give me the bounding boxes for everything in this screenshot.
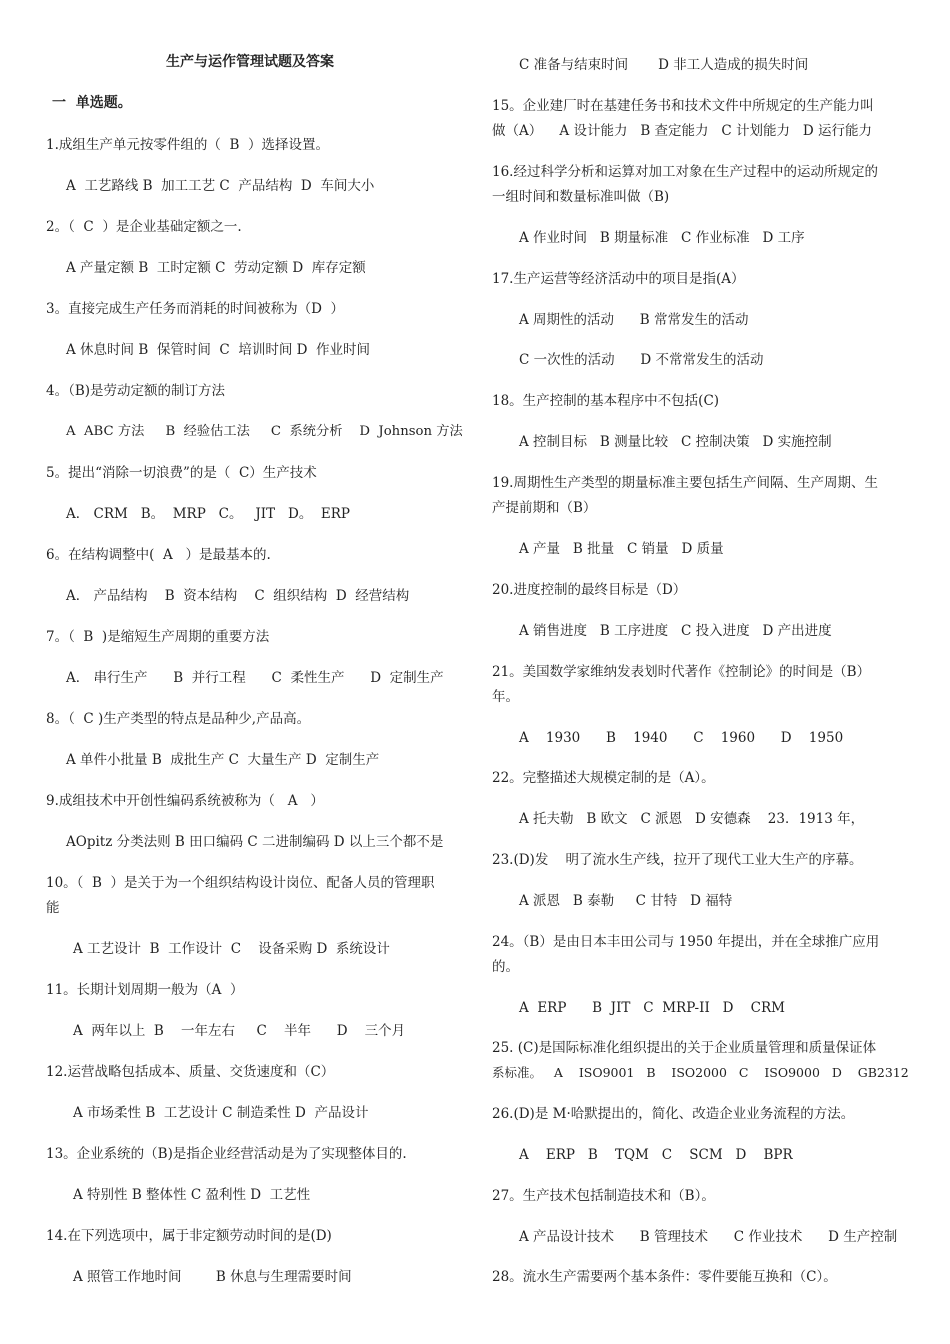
options-6: A． 产品结构 B 资本结构 C 组织结构 D 经营结构 — [66, 588, 410, 604]
question-2: 2。（ C ）是企业基础定额之一. — [46, 219, 242, 235]
question-8: 8。（ C )生产类型的特点是品种少,产品高。 — [46, 711, 311, 727]
options-16: A 作业时间 B 期量标准 C 作业标准 D 工序 — [519, 230, 805, 246]
question-15: 15。企业建厂时在基建任务书和技术文件中所规定的生产能力叫 — [492, 98, 874, 114]
question-19: 19.周期性生产类型的期量标准主要包括生产间隔、生产周期、生 — [492, 475, 878, 491]
question-20: 20.进度控制的最终目标是（D） — [492, 582, 687, 598]
question-16-cont: 一组时间和数量标准叫做（B) — [492, 189, 670, 205]
options-11: A 两年以上 B 一年左右 C 半年 D 三个月 — [73, 1023, 406, 1039]
question-23: 23.(D)发 明了流水生产线，拉开了现代工业大生产的序幕。 — [492, 852, 863, 868]
options-26: A ERP B TQM C SCM D BPR — [519, 1147, 793, 1163]
options-1: A 工艺路线 B 加工工艺 C 产品结构 D 车间大小 — [66, 178, 375, 194]
question-18: 18。生产控制的基本程序中不包括(C) — [492, 393, 720, 409]
options-24: A ERP B JIT C MRP-II D CRM — [519, 1000, 785, 1016]
question-26: 26.(D)是 M·哈默提出的，简化、改造企业业务流程的方法。 — [492, 1106, 855, 1122]
question-22: 22。完整描述大规模定制的是（A）。 — [492, 770, 715, 786]
options-27: A 产品设计技术 B 管理技术 C 作业技术 D 生产控制 — [519, 1229, 898, 1245]
question-11: 11。长期计划周期一般为（A ） — [46, 982, 244, 998]
question-10: 10。（ B ）是关于为一个组织结构设计岗位、配备人员的管理职 — [46, 875, 435, 891]
options-17b: C 一次性的活动 D 不常常发生的活动 — [519, 352, 764, 368]
options-20: A 销售进度 B 工序进度 C 投入进度 D 产出进度 — [519, 623, 832, 639]
options-7: A． 串行生产 B 并行工程 C 柔性生产 D 定制生产 — [66, 670, 444, 686]
question-10-cont: 能 — [46, 900, 60, 916]
options-14-cont: C 准备与结束时间 D 非工人造成的损失时间 — [519, 57, 809, 73]
options-23: A 派恩 B 泰勒 C 甘特 D 福特 — [519, 893, 733, 909]
question-3: 3。直接完成生产任务而消耗的时间被称为（D ） — [46, 301, 344, 317]
question-24-cont: 的。 — [492, 959, 519, 975]
question-7: 7。（ B )是缩短生产周期的重要方法 — [46, 629, 270, 645]
question-16: 16.经过科学分析和运算对加工对象在生产过程中的运动所规定的 — [492, 164, 878, 180]
options-8: A 单件小批量 B 成批生产 C 大量生产 D 定制生产 — [66, 752, 380, 768]
options-9: AOpitz 分类法则 B 田口编码 C 二进制编码 D 以上三个都不是 — [66, 834, 444, 850]
options-2: A 产量定额 B 工时定额 C 劳动定额 D 库存定额 — [66, 260, 366, 276]
question-28: 28。流水生产需要两个基本条件：零件要能互换和（C）。 — [492, 1269, 837, 1285]
options-14: A 照管工作地时间 B 休息与生理需要时间 — [73, 1269, 352, 1285]
options-18: A 控制目标 B 测量比较 C 控制决策 D 实施控制 — [519, 434, 832, 450]
question-25-cont: 系标准。 A ISO9001 B ISO2000 C ISO9000 D GB2312 — [492, 1065, 909, 1080]
options-12: A 市场柔性 B 工艺设计 C 制造柔性 D 产品设计 — [73, 1105, 369, 1121]
question-27: 27。生产技术包括制造技术和（B）。 — [492, 1188, 715, 1204]
question-24: 24。（B）是由日本丰田公司与 1950 年提出，并在全球推广应用 — [492, 934, 880, 950]
question-6: 6。在结构调整中( A ）是最基本的. — [46, 547, 271, 563]
question-19-cont: 产提前期和（B） — [492, 500, 597, 516]
section-heading: 一 单选题。 — [52, 95, 132, 111]
question-21-cont: 年。 — [492, 689, 519, 705]
question-14: 14.在下列选项中，属于非定额劳动时间的是(D) — [46, 1228, 332, 1244]
question-5: 5。提出“消除一切浪费”的是（ C）生产技术 — [46, 465, 317, 481]
options-3: A 休息时间 B 保管时间 C 培训时间 D 作业时间 — [66, 342, 371, 358]
document-title: 生产与运作管理试题及答案 — [166, 54, 334, 70]
question-4: 4。（B)是劳动定额的制订方法 — [46, 383, 226, 399]
question-13: 13。企业系统的（B)是指企业经营活动是为了实现整体目的. — [46, 1146, 407, 1162]
question-17: 17.生产运营等经济活动中的项目是指(A） — [492, 271, 745, 287]
question-1: 1.成组生产单元按零件组的（ B ）选择设置。 — [46, 137, 329, 153]
options-21: A 1930 B 1940 C 1960 D 1950 — [519, 730, 844, 746]
options-19: A 产量 B 批量 C 销量 D 质量 — [519, 541, 724, 557]
options-5: A． CRM B。 MRP C。 JIT D。 ERP — [66, 506, 351, 522]
question-9: 9.成组技术中开创性编码系统被称为（ A ） — [46, 793, 324, 809]
options-22: A 托夫勒 B 欧文 C 派恩 D 安德森 23．1913 年， — [519, 811, 865, 827]
question-25: 25. (C)是国际标准化组织提出的关于企业质量管理和质量保证体 — [492, 1040, 877, 1056]
question-21: 21。美国数学家维纳发表划时代著作《控制论》的时间是（B） — [492, 664, 871, 680]
question-15-cont: 做（A） A 设计能力 B 查定能力 C 计划能力 D 运行能力 — [492, 123, 873, 139]
options-10: A 工艺设计 B 工作设计 C 设备采购 D 系统设计 — [73, 941, 390, 957]
options-17a: A 周期性的活动 B 常常发生的活动 — [519, 312, 749, 328]
options-13: A 特别性 B 整体性 C 盈利性 D 工艺性 — [73, 1187, 311, 1203]
question-12: 12.运营战略包括成本、质量、交货速度和（C） — [46, 1064, 335, 1080]
options-4: A ABC 方法 B 经验估工法 C 系统分析 D Johnson 方法 — [66, 424, 463, 439]
